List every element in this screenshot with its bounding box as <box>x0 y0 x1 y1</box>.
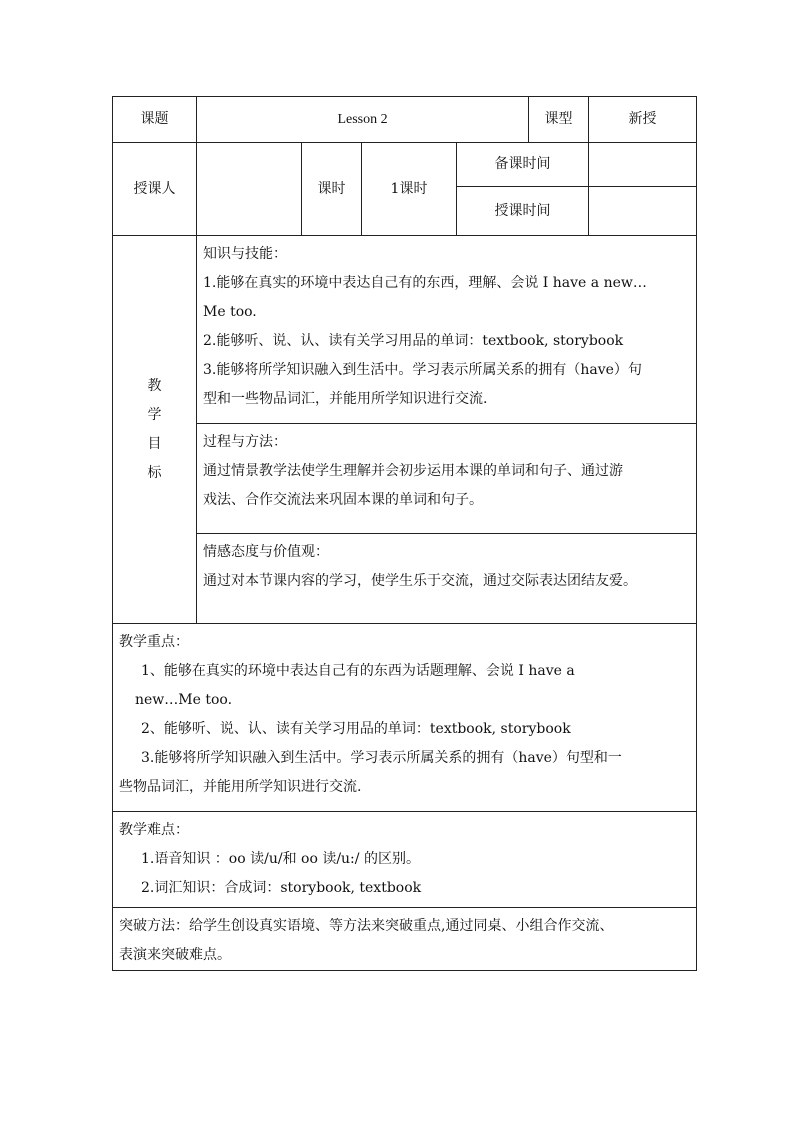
breakthrough-row <box>113 908 697 971</box>
difficulty-line: 2.词汇知识：合成词：storybook, textbook <box>141 880 422 896</box>
difficulties-row <box>113 812 697 908</box>
key-points-cell <box>113 624 697 812</box>
process-line: 通过情景教学法使学生理解并会初步运用本课的单词和句子、通过游 <box>203 463 623 479</box>
breakthrough-line: 突破方法：给学生创设真实语境、等方法来突破重点,通过同桌、小组合作交流、 <box>119 918 614 934</box>
process-title: 过程与方法： <box>203 434 287 450</box>
difficulties-title: 教学难点： <box>119 822 189 838</box>
objectives-process-row <box>113 424 697 534</box>
knowledge-skills-cell <box>197 236 697 424</box>
key-point-line: 3.能够将所学知识融入到生活中。学习表示所属关系的拥有（have）句型和一 <box>141 750 622 766</box>
knowledge-line: 3.能够将所学知识融入到生活中。学习表示所属关系的拥有（have）句 <box>203 362 642 378</box>
process-line: 戏法、合作交流法来巩固本课的单词和句子。 <box>203 492 483 508</box>
type-label: 课型 <box>529 97 589 143</box>
lesson-plan-table <box>112 96 697 971</box>
breakthrough-cell <box>113 908 697 971</box>
key-point-line: 些物品词汇，并能用所学知识进行交流. <box>119 779 362 795</box>
prep-time-label: 备课时间 <box>457 143 589 187</box>
key-point-line: new…Me too. <box>135 692 233 708</box>
key-points-title: 教学重点： <box>119 634 189 650</box>
topic-value: Lesson 2 <box>197 97 529 143</box>
type-value: 新授 <box>589 97 697 143</box>
objectives-label-char: 目 <box>147 435 162 452</box>
prep-time-value <box>589 143 697 187</box>
knowledge-line: 1.能够在真实的环境中表达自己有的东西，理解、会说 I have a new… <box>203 275 647 291</box>
breakthrough-line: 表演来突破难点。 <box>119 947 231 963</box>
knowledge-line: Me too. <box>203 304 257 320</box>
knowledge-line: 型和一些物品词汇，并能用所学知识进行交流. <box>203 391 488 407</box>
key-point-line: 1、能够在真实的环境中表达自己有的东西为话题理解、会说 I have a <box>141 663 575 679</box>
emotion-values-cell <box>197 534 697 624</box>
period-value: 1课时 <box>362 143 457 236</box>
topic-row <box>113 97 697 143</box>
process-methods-cell <box>197 424 697 534</box>
objectives-label-char: 教 <box>147 377 162 394</box>
topic-label: 课题 <box>113 97 197 143</box>
key-point-line: 2、能够听、说、认、读有关学习用品的单词：textbook, storybook <box>141 721 571 737</box>
teacher-label: 授课人 <box>113 143 197 236</box>
objectives-label-char: 标 <box>147 464 162 481</box>
knowledge-line: 2.能够听、说、认、读有关学习用品的单词：textbook, storybook <box>203 333 624 349</box>
objectives-emotion-row <box>113 534 697 624</box>
emotion-title: 情感态度与价值观： <box>203 544 329 560</box>
objectives-knowledge-row <box>113 236 697 424</box>
difficulties-cell <box>113 812 697 908</box>
teach-time-label: 授课时间 <box>457 187 589 236</box>
difficulty-line: 1.语音知识 ：oo 读/u/和 oo 读/u:/ 的区别。 <box>141 851 420 867</box>
objectives-label <box>113 236 197 624</box>
teacher-row <box>113 143 697 187</box>
teacher-value <box>197 143 302 236</box>
objectives-label-char: 学 <box>147 406 162 423</box>
teach-time-value <box>589 187 697 236</box>
period-label: 课时 <box>302 143 362 236</box>
emotion-line: 通过对本节课内容的学习，使学生乐于交流，通过交际表达团结友爱。 <box>203 573 637 589</box>
knowledge-title: 知识与技能： <box>203 246 287 262</box>
key-points-row <box>113 624 697 812</box>
